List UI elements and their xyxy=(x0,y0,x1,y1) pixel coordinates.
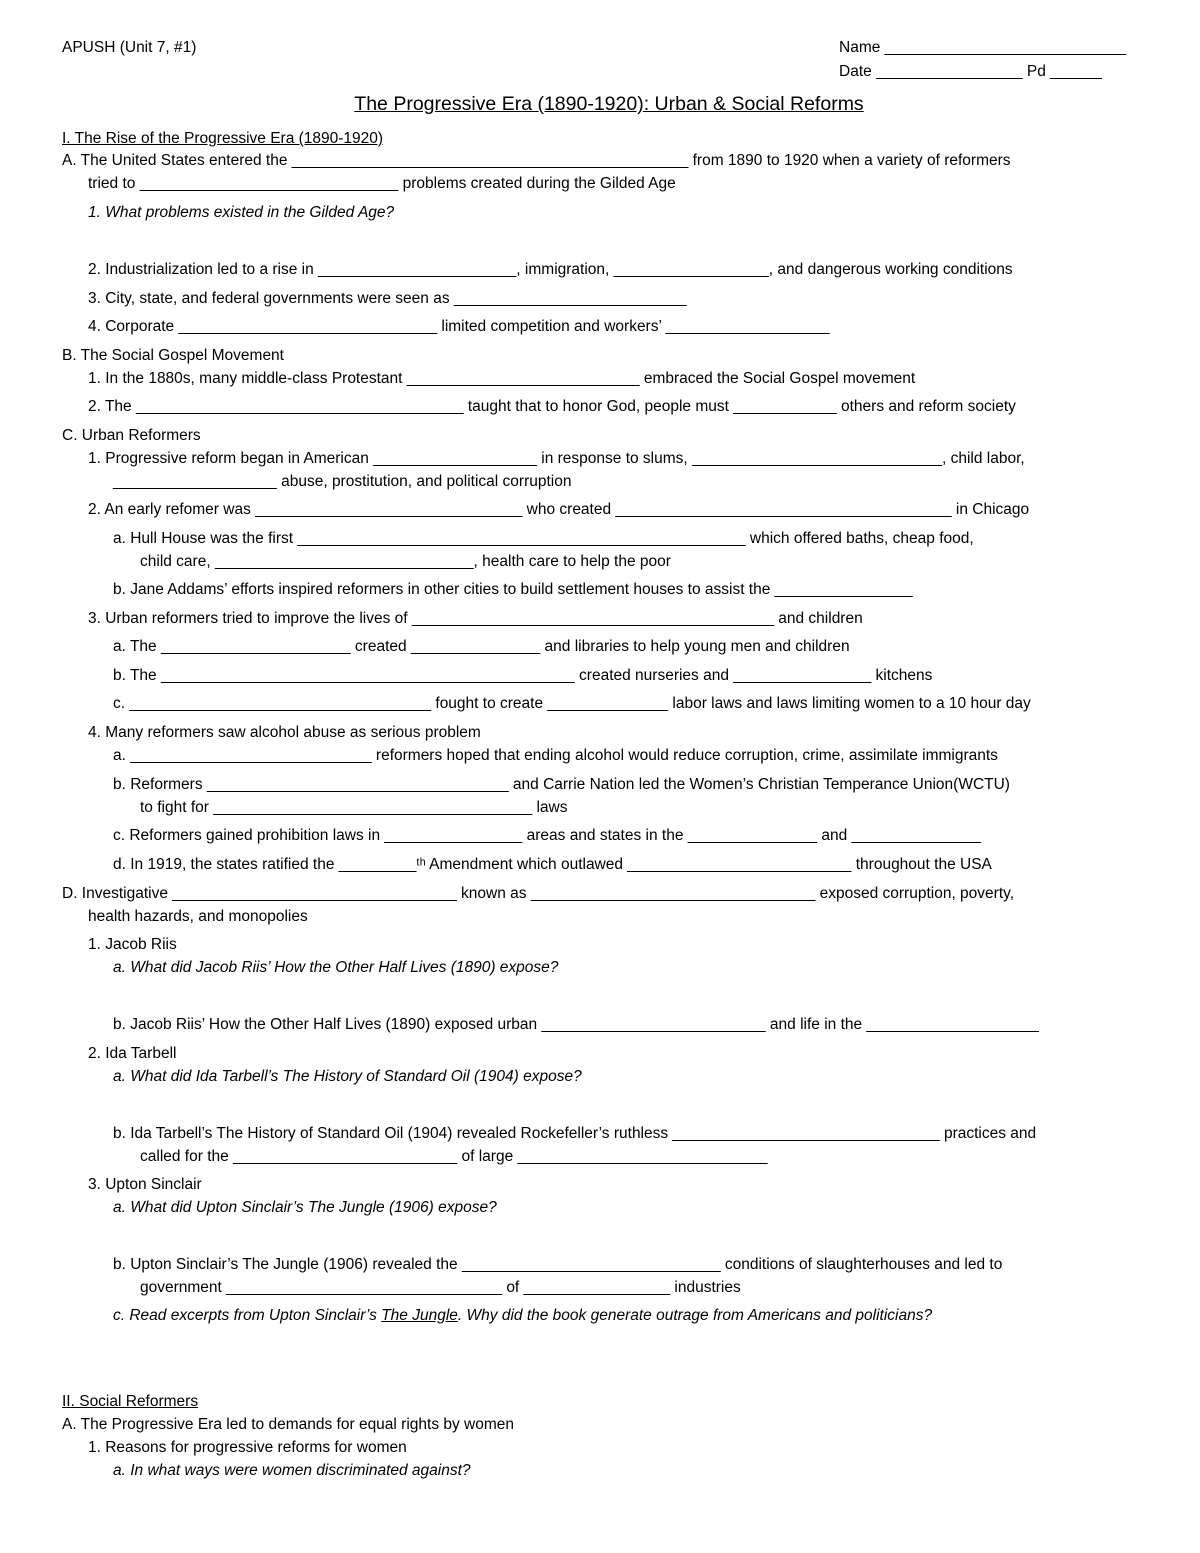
item-C2b: b. Jane Addams’ efforts inspired reformers in other cities to build settlement houses to assist the ________________ xyxy=(113,581,913,598)
item-D3-heading: 3. Upton Sinclair xyxy=(88,1176,202,1193)
item-D3b-line2: government ________________________________ of _________________ industries xyxy=(140,1279,741,1296)
item-D2b-line2: called for the __________________________ of large _____________________________ xyxy=(140,1148,768,1165)
item-D3c-suffix: . Why did the book generate outrage from Americans and politicians? xyxy=(457,1307,933,1324)
item-C4: 4. Many reformers saw alcohol abuse as serious problem xyxy=(88,724,481,741)
item-D3a-question: a. What did Upton Sinclair’s The Jungle (1906) expose? xyxy=(113,1199,497,1216)
item-C2a-line2: child care, ______________________________, health care to help the poor xyxy=(140,553,671,570)
item-D1a-question: a. What did Jacob Riis’ How the Other Half Lives (1890) expose? xyxy=(113,959,559,976)
item-D3c-prefix: c. Read excerpts from Upton Sinclair’s xyxy=(113,1307,382,1324)
section2-item-A1: 1. Reasons for progressive reforms for women xyxy=(88,1439,407,1456)
item-D3b-line1: b. Upton Sinclair’s The Jungle (1906) revealed the ______________________________ conditions of slaughterhouses and led to xyxy=(113,1256,1003,1273)
item-C1-line2: ___________________ abuse, prostitution, and political corruption xyxy=(113,473,572,490)
item-C3: 3. Urban reformers tried to improve the lives of __________________________________________ and children xyxy=(88,610,863,627)
item-C4c: c. Reformers gained prohibition laws in ________________ areas and states in the _______________ and _______________ xyxy=(113,827,981,844)
section2-item-A: A. The Progressive Era led to demands for equal rights by women xyxy=(62,1416,515,1433)
item-A4: 4. Corporate ______________________________ limited competition and workers’ ___________________ xyxy=(88,318,830,335)
item-A1-question: 1. What problems existed in the Gilded Age? xyxy=(88,204,395,221)
item-C2: 2. An early refomer was _______________________________ who created _______________________________________ in Chicago xyxy=(88,501,1030,518)
item-A3: 3. City, state, and federal governments were seen as ___________________________ xyxy=(88,290,687,307)
item-C3a: a. The ______________________ created _______________ and libraries to help young men and children xyxy=(113,638,850,655)
item-C1-line1: 1. Progressive reform began in American ___________________ in response to slums, _____________________________, child labor, xyxy=(88,450,1025,467)
section2-item-A1a-question: a. In what ways were women discriminated against? xyxy=(113,1462,471,1479)
item-A2: 2. Industrialization led to a rise in _______________________, immigration, __________________, and dangerous working conditions xyxy=(88,261,1013,278)
item-B2: 2. The ______________________________________ taught that to honor God, people must ____________ others and reform society xyxy=(88,398,1016,415)
name-field[interactable]: Name ____________________________ xyxy=(839,39,1127,56)
book-title-the-jungle: The Jungle xyxy=(381,1307,458,1324)
item-D1b: b. Jacob Riis’ How the Other Half Lives (1890) exposed urban __________________________ and life in the ____________________ xyxy=(113,1016,1039,1033)
section-1-heading: I. The Rise of the Progressive Era (1890-1920) xyxy=(62,130,384,147)
item-B1: 1. In the 1880s, many middle-class Protestant ___________________________ embraced the Social Gospel movement xyxy=(88,370,916,387)
item-C-heading: C. Urban Reformers xyxy=(62,427,201,444)
page-title: The Progressive Era (1890-1920): Urban & Social Reforms xyxy=(354,93,864,115)
item-D-line2: health hazards, and monopolies xyxy=(88,908,308,925)
item-C4d: d. In 1919, the states ratified the _________ᵗʰ Amendment which outlawed __________________________ throughout the USA xyxy=(113,856,992,873)
section-2-heading: II. Social Reformers xyxy=(62,1393,199,1410)
item-D1-heading: 1. Jacob Riis xyxy=(88,936,177,953)
item-D-line1: D. Investigative _________________________________ known as _________________________________ exposed corruption, poverty, xyxy=(62,885,1015,902)
date-period-field[interactable]: Date _________________ Pd ______ xyxy=(839,63,1102,80)
item-B-heading: B. The Social Gospel Movement xyxy=(62,347,284,364)
item-D2b-line1: b. Ida Tarbell’s The History of Standard Oil (1904) revealed Rockefeller’s ruthless _______________________________ practices and xyxy=(113,1125,1037,1142)
item-D3c-question xyxy=(113,1306,932,1326)
item-A-line1: A. The United States entered the ______________________________________________ from 1890 to 1920 when a variety of reformers xyxy=(62,152,1011,169)
item-C3b: b. The ________________________________________________ created nurseries and ________________ kitchens xyxy=(113,667,933,684)
item-D2-heading: 2. Ida Tarbell xyxy=(88,1045,177,1062)
item-C3c: c. ___________________________________ fought to create ______________ labor laws and laws limiting women to a 10 hour day xyxy=(113,695,1031,712)
item-D2a-question: a. What did Ida Tarbell’s The History of Standard Oil (1904) expose? xyxy=(113,1068,582,1085)
course-label: APUSH (Unit 7, #1) xyxy=(62,39,197,56)
item-C2a-line1: a. Hull House was the first ____________________________________________________ which offered baths, cheap food, xyxy=(113,530,974,547)
item-C4b-line1: b. Reformers ___________________________________ and Carrie Nation led the Women’s Christian Temperance Union(WCTU) xyxy=(113,776,1010,793)
item-A-line2: tried to ______________________________ problems created during the Gilded Age xyxy=(88,175,676,192)
item-C4a: a. ____________________________ reformers hoped that ending alcohol would reduce corruption, crime, assimilate immigrants xyxy=(113,747,998,764)
item-C4b-line2: to fight for _____________________________________ laws xyxy=(140,799,568,816)
